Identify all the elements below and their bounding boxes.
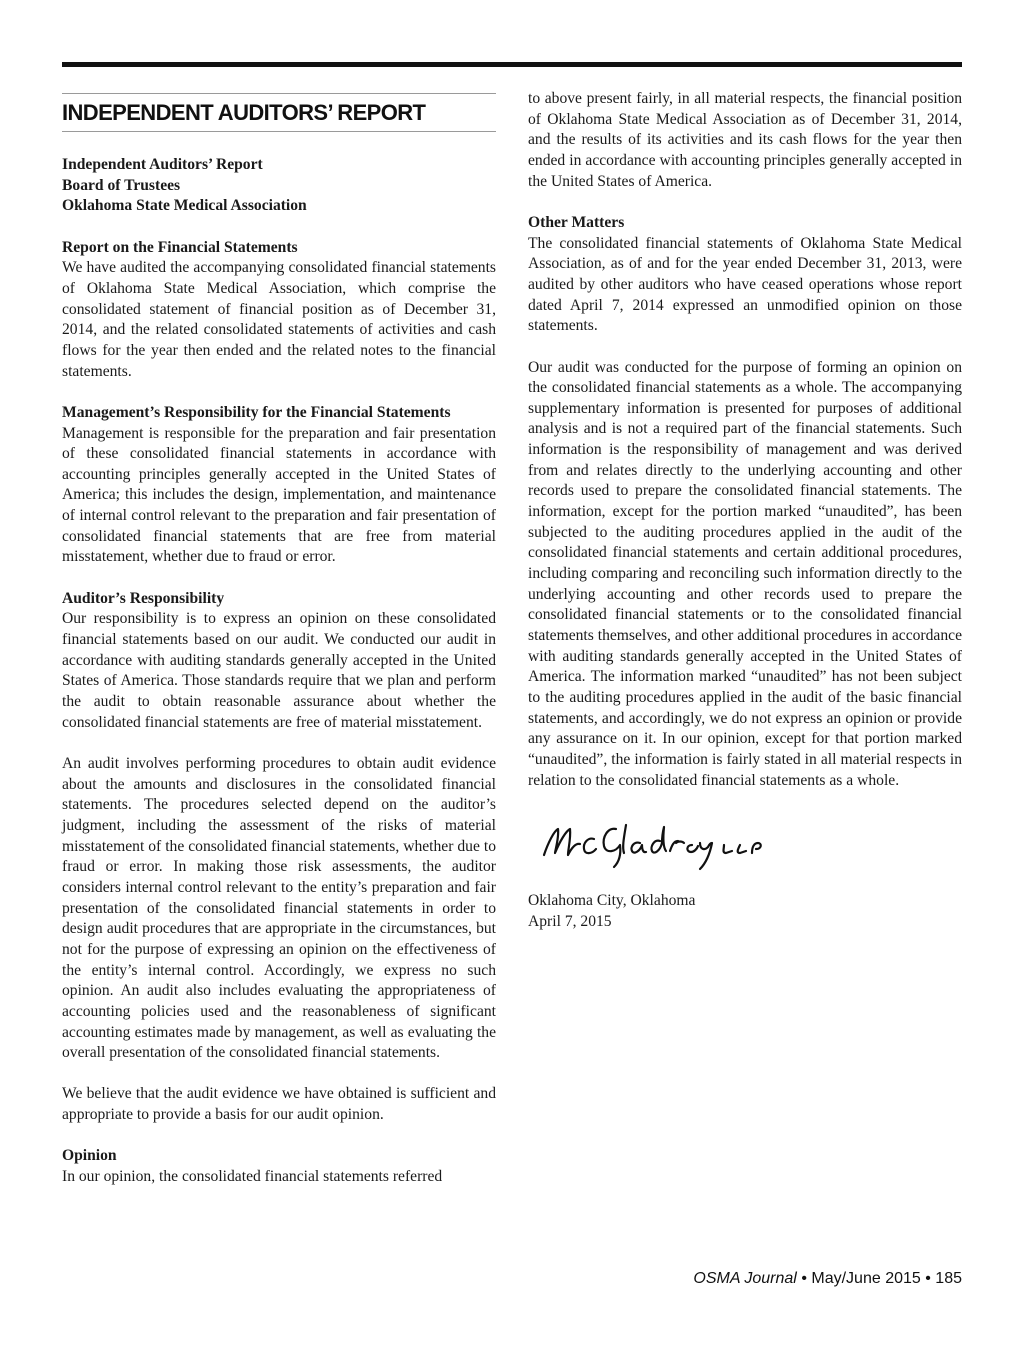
address-line: Board of Trustees [62, 176, 181, 194]
financial-statements-text: We have audited the accompanying consolidated financial statements of Oklahoma State Medical Association, which comprise the consolidated statement of financial position as of December 31, 2014, and the related consolidated statements of activities and cash flows for the year then ended and the related notes to the financial statements. [62, 259, 496, 380]
management-text: Management is responsible for the preparation and fair presentation of these consolidated financial statements in accordance with accounting principles generally accepted in the United States of America; this includes the design, implementation, and maintenance of internal control relevant to the preparation and fair presentation of consolidated financial statements that are free from material misstatement, whether due to fraud or error. [62, 424, 496, 566]
footer-separator: • [801, 1270, 807, 1287]
opinion-section [62, 1146, 496, 1187]
place-date-block [528, 891, 962, 932]
auditor-section [62, 589, 496, 1126]
opinion-heading: Opinion [62, 1147, 117, 1165]
management-heading: Management’s Responsibility for the Financial Statements [62, 403, 451, 421]
auditor-text-1: Our responsibility is to express an opinion on these consolidated financial statements based on our audit. We conducted our audit in accordance with auditing standards generally accepted in the United States of America. Those standards require that we plan and perform the audit to obtain reasonable assurance about whether the consolidated financial statements are free of material misstatement. [62, 610, 496, 731]
footer-separator: • [925, 1270, 931, 1287]
opinion-text-part1: In our opinion, the consolidated financial statements referred [62, 1168, 443, 1186]
other-matters-text-2: Our audit was conducted for the purpose of forming an opinion on the consolidated financial statements as a whole. The accompanying supplementary information is presented for purposes of additional analysis and is not a required part of the financial statements. Such information is the responsibility of management and was derived from and relates directly to the underlying accounting and other records used to prepare the consolidated financial statements. The information, except for the portion marked “unaudited”, has been subjected to the auditing procedures applied in the audit of the consolidated financial statements and certain additional procedures, including comparing and reconciling such information directly to the underlying accounting and other records used to prepare the consolidated financial statements or to the consolidated financial statements themselves, and other additional procedures in accordance with auditing standards generally accepted in the United States of America. The information marked “unaudited” has not been subject to the auditing procedures applied in the audit of the basic financial statements, and accordingly, we do not express an opinion or provide any assurance on it. In our opinion, except for that portion marked “unaudited”, the information is fairly stated in all material respects in relation to the consolidated financial statements as a whole. [528, 358, 962, 789]
left-column [62, 89, 496, 1188]
top-rule [62, 62, 962, 67]
financial-statements-section [62, 238, 496, 383]
journal-name: OSMA Journal [693, 1270, 797, 1287]
address-block [62, 155, 496, 217]
journal-issue: May/June 2015 [811, 1270, 921, 1287]
signature [528, 813, 962, 871]
opinion-text-part2: to above present fairly, in all material respects, the financial position of Oklahoma State Medical Association as of December 31, 2014, and the results of its activities and its cash flows for the year then ended in accordance with accounting principles generally accepted in the United States of America. [528, 90, 962, 190]
address-line: Oklahoma State Medical Association [62, 197, 307, 215]
other-matters-heading: Other Matters [528, 213, 625, 231]
report-title: INDEPENDENT AUDITORS’ REPORT [62, 93, 496, 132]
signature-date: April 7, 2015 [528, 912, 612, 930]
address-line: Independent Auditors’ Report [62, 156, 263, 173]
financial-statements-heading: Report on the Financial Statements [62, 238, 298, 256]
page-number: 185 [935, 1270, 962, 1287]
signature-graphic [528, 813, 768, 871]
auditor-text-3: We believe that the audit evidence we have obtained is sufficient and appropriate to provide a basis for our audit opinion. [62, 1085, 496, 1124]
management-section [62, 403, 496, 568]
auditor-heading: Auditor’s Responsibility [62, 589, 225, 607]
other-matters-text-1: The consolidated financial statements of Oklahoma State Medical Association, as of and for the year ended December 31, 2013, were audited by other auditors who have ceased operations whose report dated April 7, 2014 expressed an unmodified opinion on those statements. [528, 234, 962, 335]
page-footer [693, 1270, 962, 1288]
right-column [528, 89, 962, 933]
signature-place: Oklahoma City, Oklahoma [528, 892, 696, 910]
other-matters-section [528, 213, 962, 791]
auditor-text-2: An audit involves performing procedures to obtain audit evidence about the amounts and disclosures in the consolidated financial statements. The procedures selected depend on the auditor’s judgment, including the assessment of the risks of material misstatement of the consolidated financial statements, whether due to fraud or error. In making those risk assessments, the auditor considers internal control relevant to the entity’s preparation and fair presentation of the consolidated financial statements in order to design audit procedures that are appropriate in the circumstances, but not for the purpose of expressing an opinion on the effectiveness of the entity’s internal control. Accordingly, we express no such opinion. An audit also includes evaluating the appropriateness of accounting policies used and the reasonableness of significant accounting estimates made by management, as well as evaluating the overall presentation of the consolidated financial statements. [62, 754, 496, 1062]
